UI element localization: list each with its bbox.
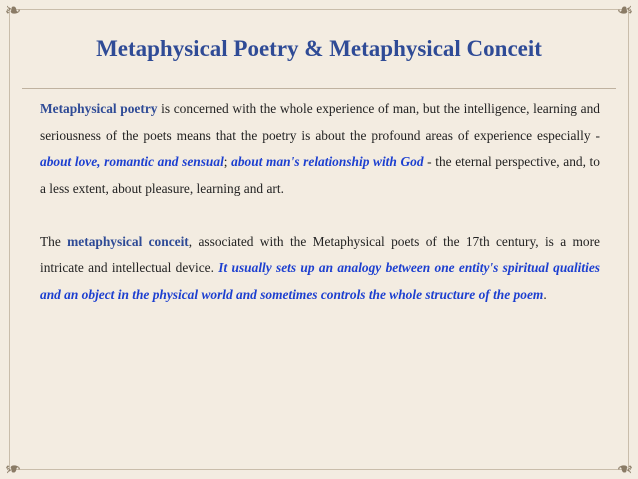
corner-flourish-icon: ❧	[616, 0, 634, 22]
term-metaphysical-conceit: metaphysical conceit	[67, 233, 189, 249]
slide-body	[40, 96, 600, 308]
corner-flourish-icon: ❧	[4, 0, 22, 22]
paragraph-text: .	[543, 286, 547, 302]
paragraph-text: , associated with the Metaphysical poets of the 17th century, is a more intricate and intellectual device.	[40, 233, 600, 275]
emphasis-analogy: It usually sets up an analogy between one entity's spiritual qualities and an object in the physical world and sometimes controls the whole structure of the poem	[40, 260, 600, 302]
slide-title: Metaphysical Poetry & Metaphysical Conceit	[96, 36, 542, 61]
term-metaphysical-poetry: Metaphysical poetry	[40, 101, 158, 116]
paragraph-text: - the eternal perspective, and, to a less extent, about pleasure, learning and art.	[40, 154, 600, 196]
paragraph-text: is concerned with the whole experience of man, but the intelligence, learning and seriousness of the poets means that the poetry is about the profound areas of experience especially -	[40, 101, 600, 143]
corner-flourish-icon: ❧	[616, 457, 634, 479]
emphasis-love: about love, romantic and sensual	[40, 154, 224, 169]
emphasis-god: about man's relationship with God	[231, 154, 424, 169]
title-divider	[22, 88, 616, 89]
corner-flourish-icon: ❧	[4, 457, 22, 479]
paragraph-text: The	[40, 233, 68, 249]
paragraph-metaphysical-poetry	[40, 96, 600, 202]
separator-text: ;	[223, 154, 232, 169]
paragraph-metaphysical-conceit	[40, 229, 600, 309]
